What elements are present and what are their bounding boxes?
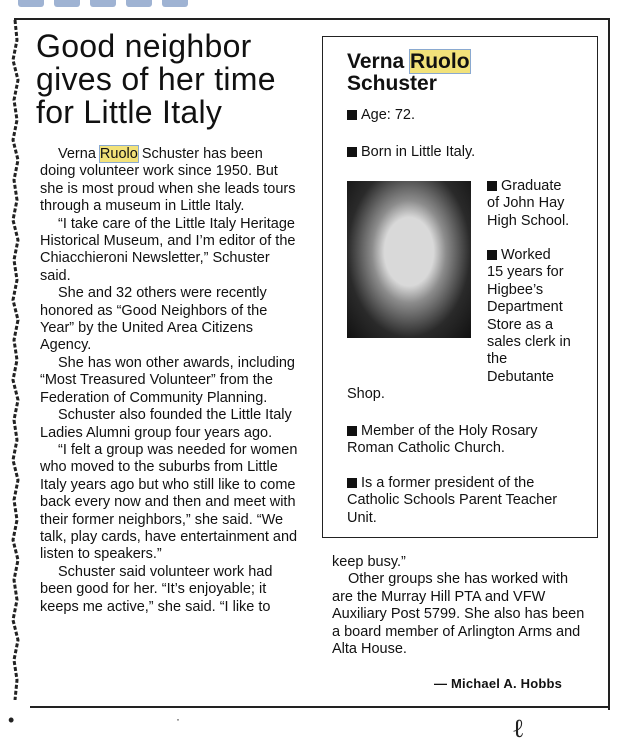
bullet-square-icon [347,478,357,488]
tab-strip-item [162,0,188,7]
author-byline: — Michael A. Hobbs [434,676,563,691]
right-border [608,18,610,710]
fact-work-history: Worked 15 years for Higbee’s Department Store as a sales clerk in the Debutante [487,247,571,385]
profile-name: Verna Ruolo Schuster [347,50,470,95]
article-column-2 [332,554,590,658]
article-paragraph: “I felt a group was needed for women who moved to the suburbs from Little Italy years ago but who still like to come back every now and then and meet with their former neighbors,” she said. “We talk, play cards, have entertainment and listen to speakers.” [40,441,298,563]
tab-strip-item [126,0,152,7]
tab-strip-item [18,0,44,7]
headline-line: gives of her time [36,61,276,97]
bullet-square-icon [347,110,357,120]
tab-strip-item [54,0,80,7]
article-paragraph: keep busy.” [332,554,406,570]
fact-church: Member of the Holy Rosary Roman Catholic Church. [347,423,538,457]
article-paragraph: Schuster also founded the Little Italy Ladies Alumni group four years ago. [40,407,292,441]
article-paragraph: She and 32 others were recently honored as “Good Neighbors of the Year” by the United Area Citizens Agency. [40,285,268,354]
bullet-square-icon [347,426,357,436]
profile-sidebar [322,36,598,538]
article-paragraph: She has won other awards, including “Most Treasured Volunteer” from the Federation of Community Planning. [40,354,295,406]
article-paragraph: “I take care of the Little Italy Heritage Historical Museum, and I’m editor of the Chiacchieroni Newsletter,” Schuster said. [40,215,296,284]
article-paragraph: Schuster said volunteer work had been good for her. “It’s enjoyable; it keeps me active,” she said. “I like to [40,563,273,615]
highlighted-term: Ruolo [99,146,138,162]
headline [36,30,316,129]
bullet-square-icon [347,147,357,157]
scan-speck: • [8,710,15,730]
bullet-square-icon [487,181,497,191]
fact-graduate: Graduate of John Hay High School. [487,178,570,229]
scan-speck: · [176,712,180,726]
fact-school-unit: Is a former president of the Catholic Schools Parent Teacher Unit. [347,475,558,526]
top-border [14,18,610,20]
clipping-torn-edge [8,20,22,700]
fact-work-history-end: Shop. [347,386,385,402]
fact-age: Age: 72. [347,107,415,124]
article-column-1 [40,146,302,616]
tab-strip-item [90,0,116,7]
fact-birthplace: Born in Little Italy. [347,144,475,161]
bullet-square-icon [487,250,497,260]
portrait-photo [347,181,471,338]
headline-line: for Little Italy [36,94,223,130]
article-paragraph: Other groups she has worked with are the Murray Hill PTA and VFW Auxiliary Post 5799. She also has been a board member of Arlington Arms and Alta House. [332,571,585,658]
bottom-border [30,706,610,708]
scan-mark: ℓ [512,714,525,744]
highlighted-term: Ruolo [410,50,470,73]
article-paragraph: Verna Ruolo Schuster has been doing volunteer work since 1950. But she is most proud when she leads tours through a museum in Little Italy. [40,146,296,215]
window-tabs [18,0,198,8]
headline-line: Good neighbor [36,28,252,64]
